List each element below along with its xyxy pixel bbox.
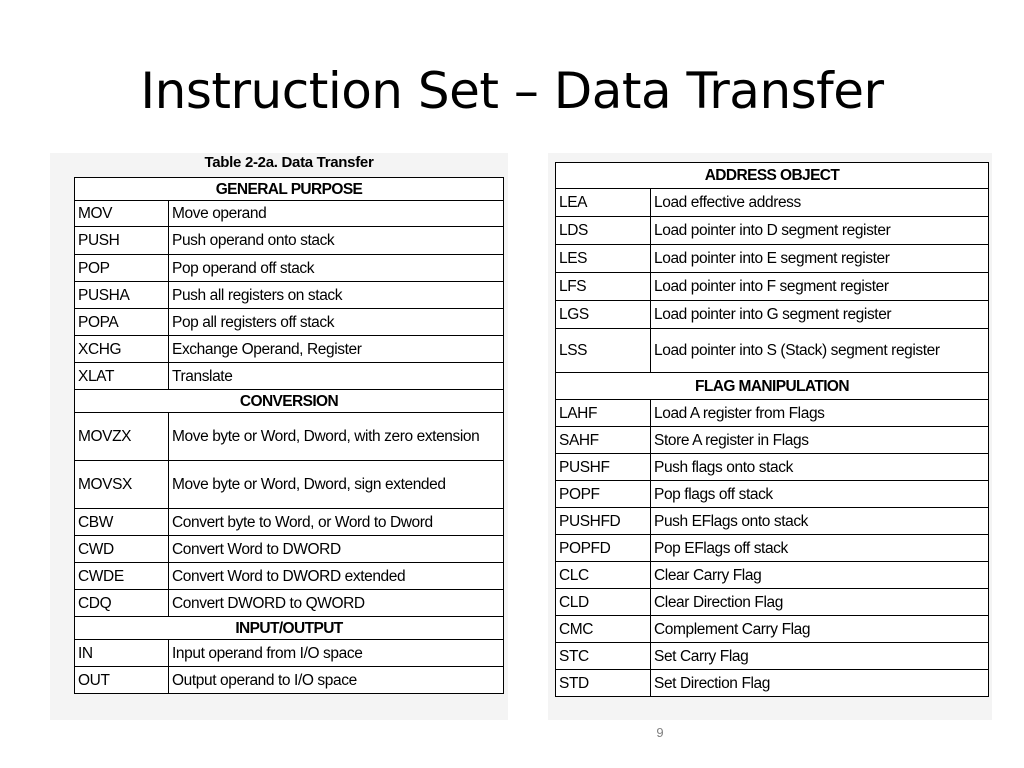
table-row [556, 589, 989, 616]
description-cell: Pop operand off stack [169, 255, 504, 282]
table-row [75, 227, 504, 255]
mnemonic-cell: PUSHA [75, 282, 169, 309]
section-heading: CONVERSION [75, 390, 504, 413]
description-cell: Load A register from Flags [651, 400, 989, 427]
mnemonic-cell: XLAT [75, 363, 169, 390]
mnemonic-cell: XCHG [75, 336, 169, 363]
mnemonic-cell: MOVSX [75, 461, 169, 509]
mnemonic-cell: STD [556, 670, 651, 697]
mnemonic-cell: POP [75, 255, 169, 282]
table-row [75, 461, 504, 509]
mnemonic-cell: OUT [75, 667, 169, 694]
mnemonic-cell: CLC [556, 562, 651, 589]
mnemonic-cell: POPA [75, 309, 169, 336]
table-row [556, 245, 989, 273]
table-row [556, 454, 989, 481]
description-cell: Translate [169, 363, 504, 390]
mnemonic-cell: LFS [556, 273, 651, 301]
mnemonic-cell: LDS [556, 217, 651, 245]
table-row [75, 640, 504, 667]
table-row [556, 670, 989, 697]
table-row [556, 400, 989, 427]
table-caption: Table 2-2a. Data Transfer [204, 154, 374, 171]
description-cell: Load pointer into D segment register [651, 217, 989, 245]
mnemonic-cell: CBW [75, 509, 169, 536]
table-row [556, 481, 989, 508]
description-cell: Load pointer into S (Stack) segment register [651, 329, 989, 373]
mnemonic-cell: LEA [556, 189, 651, 217]
table-row [75, 363, 504, 390]
description-cell: Clear Direction Flag [651, 589, 989, 616]
mnemonic-cell: CMC [556, 616, 651, 643]
mnemonic-cell: POPF [556, 481, 651, 508]
mnemonic-cell: IN [75, 640, 169, 667]
mnemonic-cell: MOVZX [75, 413, 169, 461]
description-cell: Set Carry Flag [651, 643, 989, 670]
description-cell: Push all registers on stack [169, 282, 504, 309]
mnemonic-cell: PUSH [75, 227, 169, 255]
description-cell: Move byte or Word, Dword, sign extended [169, 461, 504, 509]
table-row [75, 309, 504, 336]
mnemonic-cell: STC [556, 643, 651, 670]
mnemonic-cell: PUSHF [556, 454, 651, 481]
address-flag-table [555, 162, 989, 697]
description-cell: Load pointer into F segment register [651, 273, 989, 301]
mnemonic-cell: LSS [556, 329, 651, 373]
section-heading: INPUT/OUTPUT [75, 617, 504, 640]
table-row [75, 282, 504, 309]
mnemonic-cell: CWDE [75, 563, 169, 590]
description-cell: Load effective address [651, 189, 989, 217]
mnemonic-cell: LAHF [556, 400, 651, 427]
description-cell: Convert byte to Word, or Word to Dword [169, 509, 504, 536]
table-row [556, 643, 989, 670]
description-cell: Pop all registers off stack [169, 309, 504, 336]
section-heading: GENERAL PURPOSE [75, 178, 504, 201]
mnemonic-cell: CDQ [75, 590, 169, 617]
table-row [75, 336, 504, 363]
mnemonic-cell: LGS [556, 301, 651, 329]
table-row [556, 508, 989, 535]
table-row [75, 509, 504, 536]
table-row [556, 535, 989, 562]
mnemonic-cell: POPFD [556, 535, 651, 562]
description-cell: Load pointer into G segment register [651, 301, 989, 329]
table-row [75, 536, 504, 563]
table-row [556, 616, 989, 643]
description-cell: Move byte or Word, Dword, with zero extension [169, 413, 504, 461]
description-cell: Pop flags off stack [651, 481, 989, 508]
mnemonic-cell: MOV [75, 201, 169, 227]
description-cell: Push EFlags onto stack [651, 508, 989, 535]
general-purpose-table [74, 177, 504, 694]
table-row [556, 273, 989, 301]
description-cell: Convert DWORD to QWORD [169, 590, 504, 617]
table-row [556, 301, 989, 329]
table-row [75, 667, 504, 694]
mnemonic-cell: LES [556, 245, 651, 273]
description-cell: Clear Carry Flag [651, 562, 989, 589]
page-number: 9 [656, 725, 664, 740]
description-cell: Input operand from I/O space [169, 640, 504, 667]
description-cell: Load pointer into E segment register [651, 245, 989, 273]
table-row [75, 255, 504, 282]
description-cell: Convert Word to DWORD extended [169, 563, 504, 590]
description-cell: Convert Word to DWORD [169, 536, 504, 563]
description-cell: Push flags onto stack [651, 454, 989, 481]
description-cell: Output operand to I/O space [169, 667, 504, 694]
section-header-row [75, 390, 504, 413]
table-row [556, 217, 989, 245]
section-header-row [75, 617, 504, 640]
description-cell: Set Direction Flag [651, 670, 989, 697]
table-row [75, 201, 504, 227]
table-row [556, 562, 989, 589]
mnemonic-cell: CWD [75, 536, 169, 563]
mnemonic-cell: SAHF [556, 427, 651, 454]
section-heading: FLAG MANIPULATION [556, 373, 989, 400]
table-row [75, 590, 504, 617]
section-header-row [75, 178, 504, 201]
description-cell: Complement Carry Flag [651, 616, 989, 643]
table-row [556, 189, 989, 217]
table-row [556, 427, 989, 454]
description-cell: Store A register in Flags [651, 427, 989, 454]
section-heading: ADDRESS OBJECT [556, 163, 989, 189]
table-row [556, 329, 989, 373]
description-cell: Exchange Operand, Register [169, 336, 504, 363]
mnemonic-cell: CLD [556, 589, 651, 616]
table-row [75, 413, 504, 461]
section-header-row [556, 373, 989, 400]
description-cell: Pop EFlags off stack [651, 535, 989, 562]
description-cell: Push operand onto stack [169, 227, 504, 255]
description-cell: Move operand [169, 201, 504, 227]
section-header-row [556, 163, 989, 189]
mnemonic-cell: PUSHFD [556, 508, 651, 535]
table-row [75, 563, 504, 590]
slide-title: Instruction Set – Data Transfer [140, 62, 884, 120]
